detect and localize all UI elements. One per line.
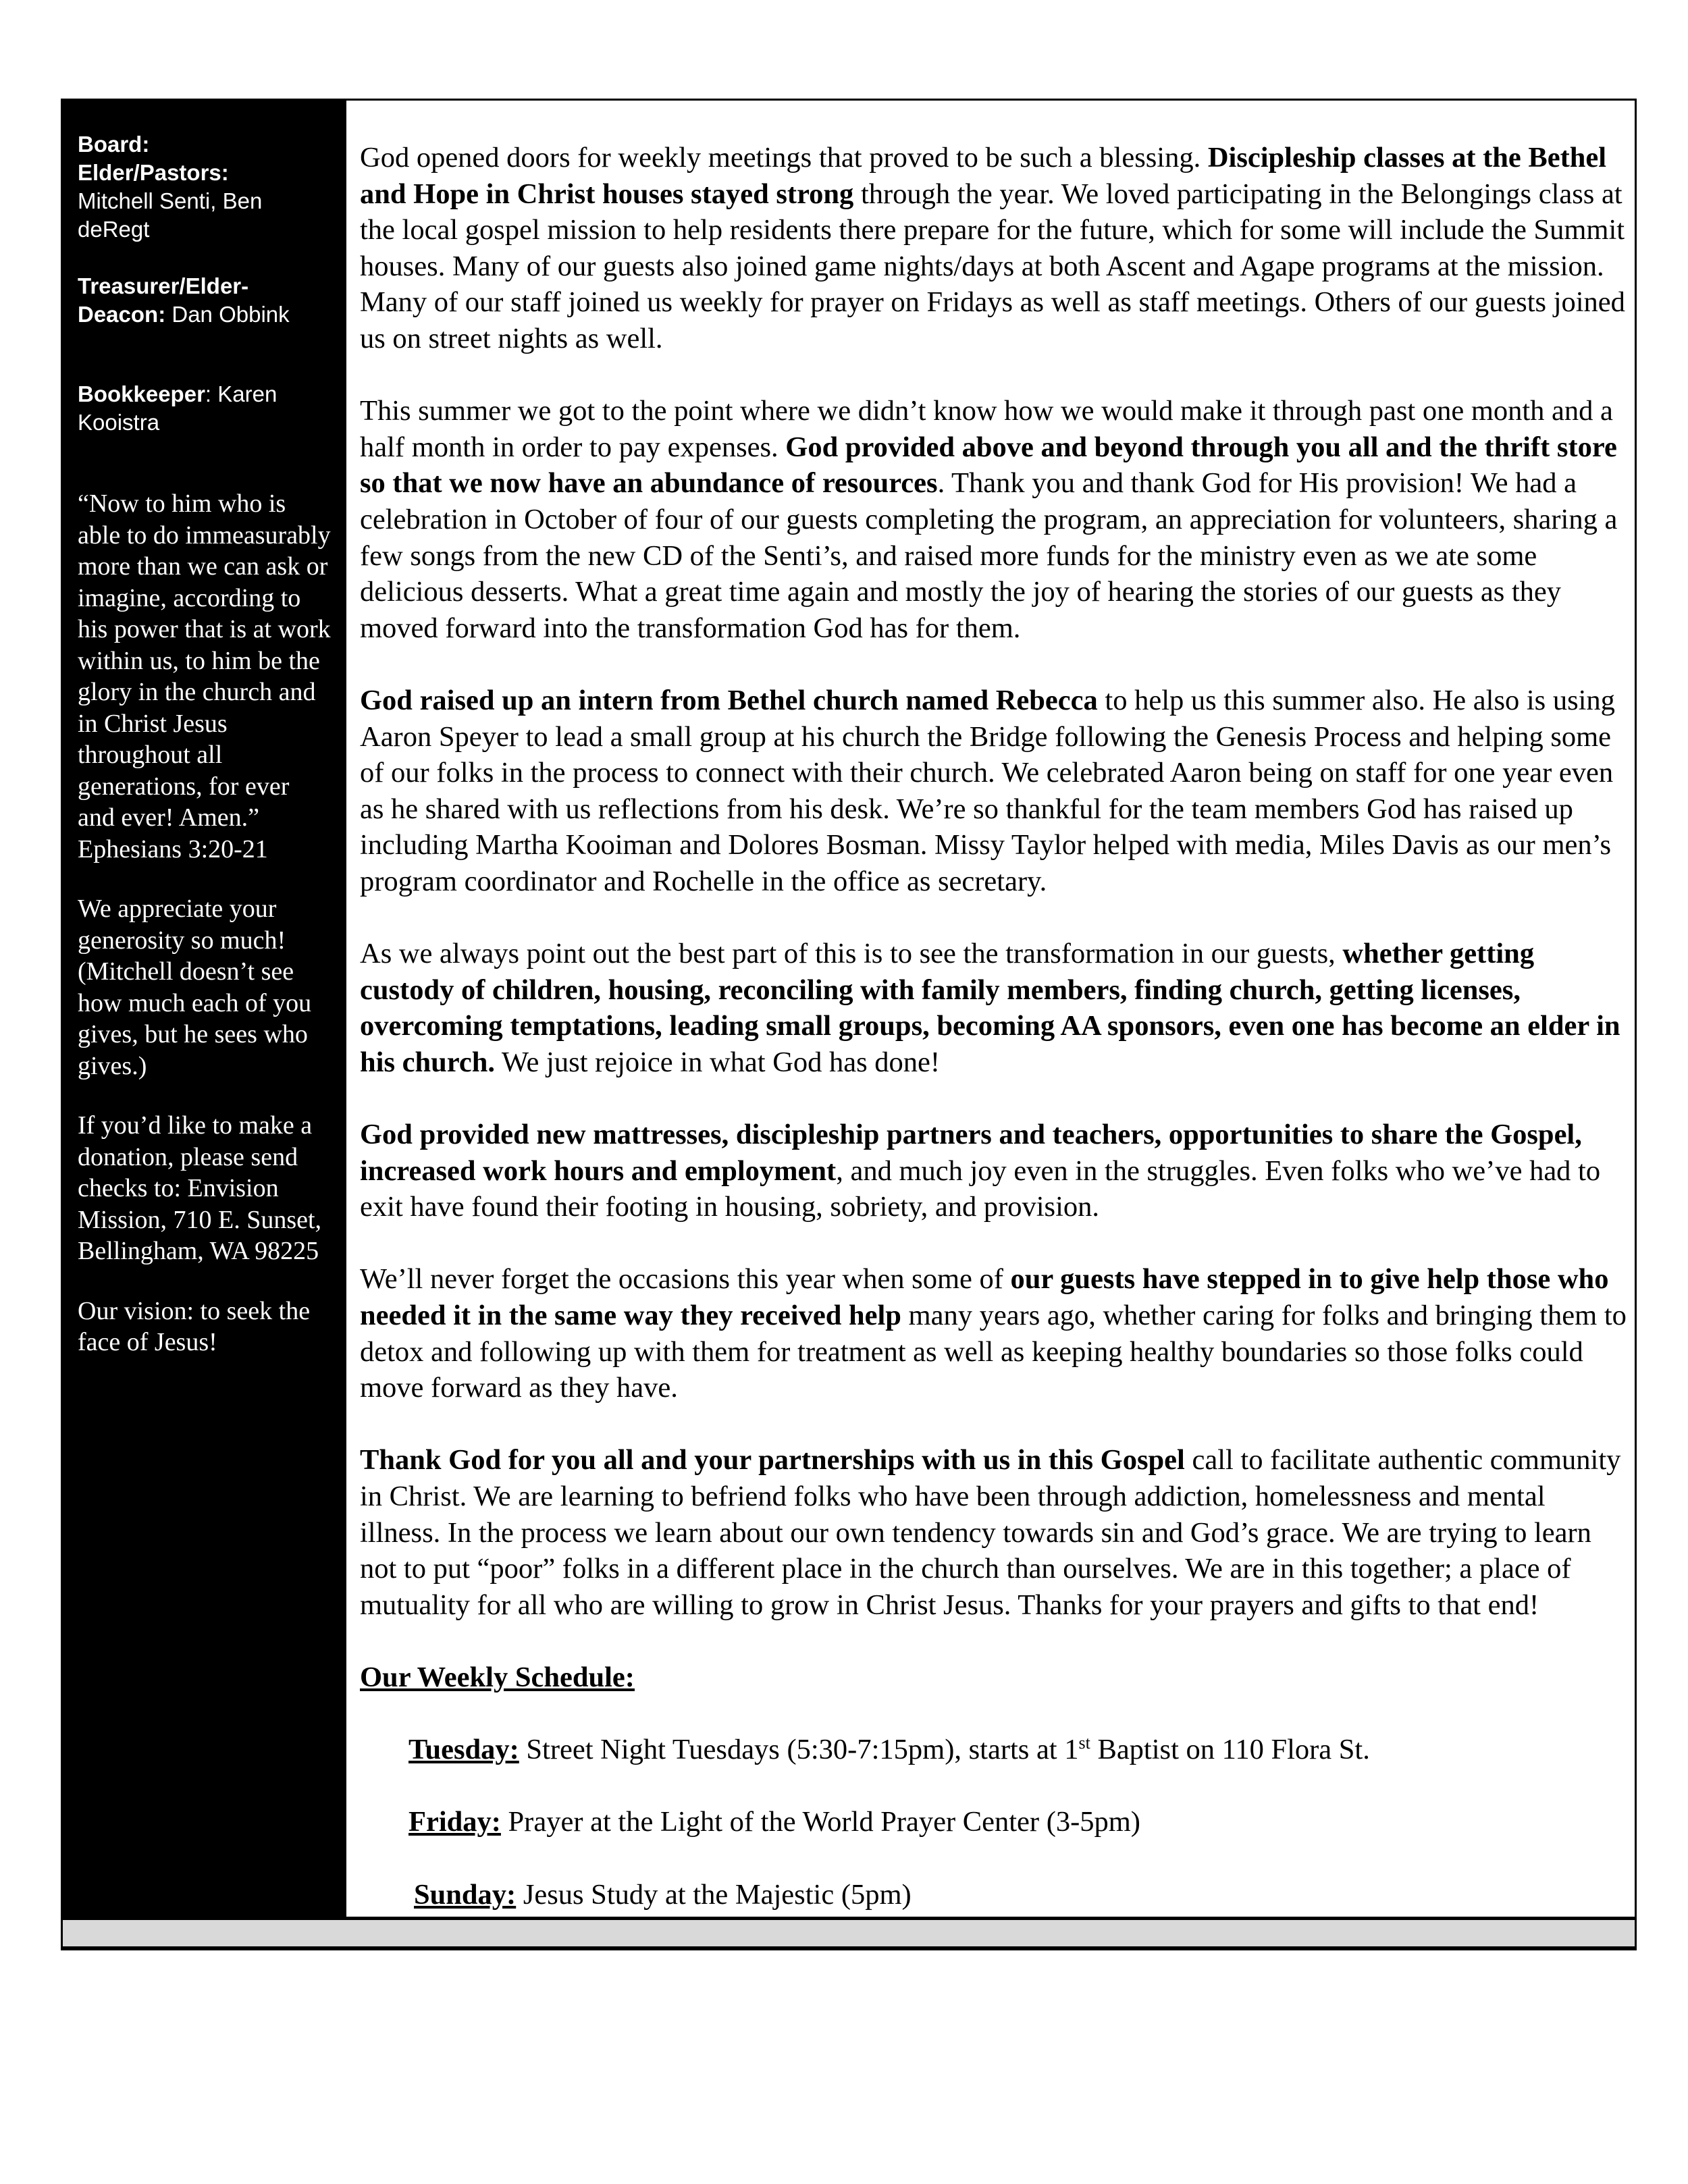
vision-statement: Our vision: to seek the face of Jesus!: [78, 1296, 311, 1356]
newsletter-frame: [61, 99, 1637, 1948]
board-label: Board:: [78, 132, 150, 157]
paragraph-intern: God raised up an intern from Bethel church named Rebecca to help us this summer also. He also is using Aaron Speyer to lead a small group at his church the Bridge following the Genesis Process and helping some of our folks in the process to connect with their church. We celebrated Aaron being on staff for one year even as he shared with us reflections from his desk. We’re so thankful for the team members God has raised up including Martha Kooiman and Dolores Bosman. Missy Taylor helped with media, Miles Davis as our men’s program coordinator and Rochelle in the office as secretary.: [360, 684, 1615, 897]
treasurer: Treasurer/Elder-Deacon: Dan Obbink: [78, 273, 290, 327]
bookkeeper: Bookkeeper: Karen Kooistra: [78, 381, 278, 435]
sidebar: [63, 101, 346, 1940]
paragraph-provisions: God provided new mattresses, discipleship partners and teachers, opportunities to share the Gospel, increased work hours and employment, and much joy even in the struggles. Even folks who we’ve had to exit have found their footing in housing, sobriety, and provision.: [360, 1119, 1601, 1223]
paragraph-transformation: As we always point out the best part of this is to see the transformation in our guests, whether getting custody of children, housing, reconciling with family members, finding church, getting licenses, overcoming temptations, leading small groups, becoming AA sponsors, even one has become an elder in his church. We just rejoice in what God has done!: [360, 938, 1620, 1078]
paragraph-weekly-meetings: God opened doors for weekly meetings that proved to be such a blessing. Discipleship classes at the Bethel and Hope in Christ houses stayed strong through the year. We loved participating in the Belongings class at the local gospel mission to help residents there prepare for the future, which for some will include the Summit houses. Many of our guests also joined game nights/days at both Ascent and Agape programs at the mission. Many of our staff joined us weekly for prayer on Fridays as well as staff meetings. Others of our guests joined us on street nights as well.: [360, 142, 1625, 354]
paragraph-summer-provision: This summer we got to the point where we didn’t know how we would make it through past one month and a half month in order to pay expenses. God provided above and beyond through you all and the thrift store so that we now have an abundance of resources. Thank you and thank God for His provision! We had a celebration in October of four of our guests completing the program, an appreciation for volunteers, sharing a few songs from the new CD of the Senti’s, and raised more funds for the ministry even as we ate some delicious desserts. What a great time again and mostly the joy of hearing the stories of our guests as they moved forward into the transformation God has for them.: [360, 395, 1618, 644]
main-content: [360, 101, 1627, 1940]
donation-note: If you’d like to make a donation, please send checks to: Envision Mission, 710 E. Sunset, Bellingham, WA 98225: [78, 1111, 322, 1265]
appreciation-note: We appreciate your generosity so much! (Mitchell doesn’t see how much each of you gives, but he sees who gives.): [78, 895, 312, 1080]
schedule-sunday: Sunday: Jesus Study at the Majestic (5pm): [414, 1878, 912, 1911]
paragraph-guests-helping: We’ll never forget the occasions this year when some of our guests have stepped in to give help those who needed it in the same way they received help many years ago, whether caring for folks and bringing them to detox and following up with them for treatment as well as keeping healthy boundaries so those folks could move forward as they have.: [360, 1263, 1627, 1404]
footer-rule: [61, 1946, 1637, 1950]
schedule-friday: Friday: Prayer at the Light of the World Prayer Center (3-5pm): [408, 1806, 1140, 1838]
elder-pastors: Elder/Pastors: Mitchell Senti, Ben deRegt: [78, 160, 263, 242]
schedule-tuesday: Tuesday: Street Night Tuesdays (5:30-7:15pm), starts at 1st Baptist on 110 Flora St.: [408, 1732, 1370, 1766]
weekly-schedule: [360, 1659, 1627, 1913]
verse-reference: Ephesians 3:20-21: [78, 834, 268, 863]
footer-bar: [63, 1917, 1635, 1946]
schedule-title: Our Weekly Schedule:: [360, 1661, 635, 1693]
scripture-verse: “Now to him who is able to do immeasurably more than we can ask or imagine, according to his power that is at work within us, to him be the glory in the church and in Christ Jesus throughout all generations, for ever and ever! Amen.” Ephesians 3:20-21: [78, 489, 331, 863]
paragraph-thanks: Thank God for you all and your partnerships with us in this Gospel call to facilitate authentic community in Christ. We are learning to befriend folks who have been through addiction, homelessness and mental illness. In the process we learn about our own tendency towards sin and God’s grace. We are trying to learn not to put “poor” folks in a different place in the church than ourselves. We are in this together; a place of mutuality for all who are willing to grow in Christ Jesus. Thanks for your prayers and gifts to that end!: [360, 1444, 1621, 1621]
